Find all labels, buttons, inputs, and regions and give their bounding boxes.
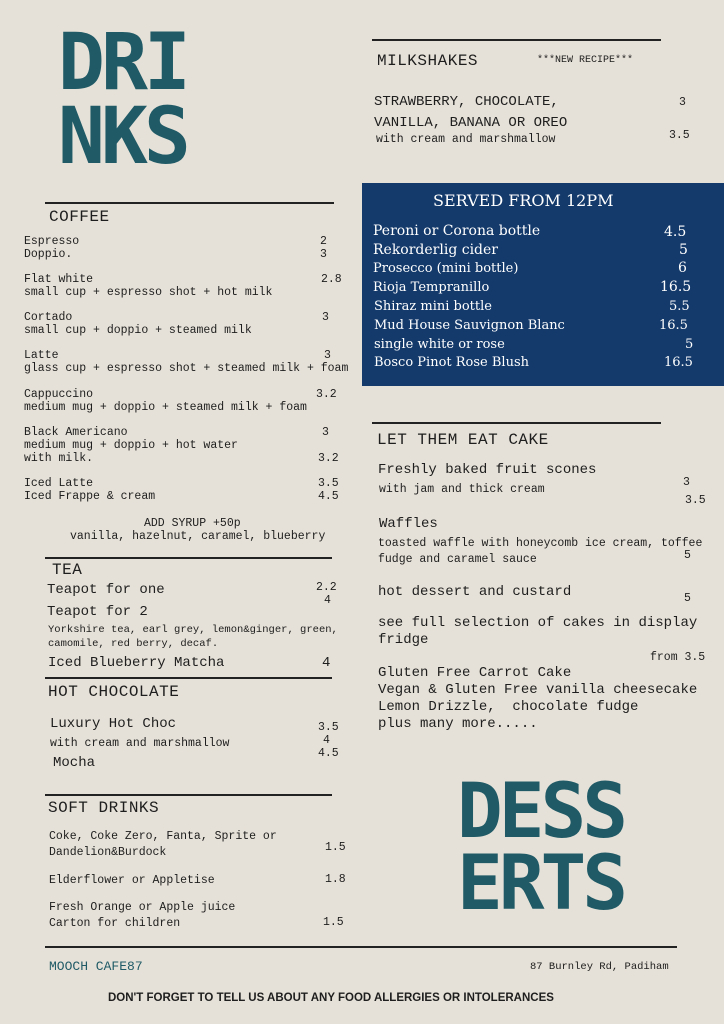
coffee-item-flat-white: Flat white small cup + espresso shot + hot milk (24, 273, 273, 299)
coffee-price-americano: 3 (322, 426, 329, 439)
bar-price-1: 4.5 (664, 224, 687, 240)
tea-teapot-one: Teapot for one (47, 582, 165, 598)
hot-chocolate-luxury: Luxury Hot Choc (50, 716, 177, 732)
bar-item-5: Shiraz mini bottle (374, 299, 492, 314)
coffee-price-flat-white: 2.8 (321, 273, 342, 286)
footer-cafe-name: MOOCH CAFE87 (49, 959, 143, 974)
tea-varieties-1: Yorkshire tea, earl grey, lemon&ginger, green, (48, 624, 338, 636)
footer-rule (45, 946, 677, 948)
footer-allergy-notice: DON'T FORGET TO TELL US ABOUT ANY FOOD ALLERGIES OR INTOLERANCES (108, 992, 554, 1004)
coffee-item-iced: Iced Latte Iced Frappe & cream (24, 477, 156, 503)
tea-prices: 2.2 4 (316, 581, 337, 607)
cake-waffles-desc-2: fudge and caramel sauce (378, 553, 537, 566)
coffee-item-americano: Black Americano medium mug + doppio + hot water with milk. (24, 426, 238, 465)
cake-waffles-desc-1: toasted waffle with honeycomb ice cream, toffee (378, 537, 703, 550)
cake-from-price: from 3.5 (650, 651, 706, 664)
milkshakes-tag: ***NEW RECIPE*** (537, 55, 634, 66)
tea-matcha-price: 4 (322, 655, 331, 671)
soft-drink-price-1: 1.5 (325, 841, 346, 854)
milkshakes-flavours-2: VANILLA, BANANA OR OREO (374, 115, 568, 131)
cake-scones-desc: with jam and thick cream (379, 483, 545, 496)
bar-price-7: 5 (685, 337, 694, 352)
hot-chocolate-mocha: Mocha (53, 755, 96, 771)
coffee-price-latte: 3 (324, 349, 331, 362)
milkshakes-extra: with cream and marshmallow (376, 133, 556, 146)
cake-custard-price: 5 (684, 592, 691, 605)
hot-chocolate-prices: 3.5 4 4.5 (318, 721, 339, 760)
cake-custard: hot dessert and custard (378, 584, 572, 600)
milkshakes-price-2: 3.5 (669, 129, 690, 142)
soft-drink-item-2: Elderflower or Appletise (49, 874, 215, 887)
cake-list-2: Vegan & Gluten Free vanilla cheesecake (378, 682, 698, 698)
drinks-title-line1: DRI (58, 18, 187, 108)
bar-price-8: 16.5 (664, 355, 693, 370)
bar-item-3: Prosecco (mini bottle) (373, 261, 519, 276)
soft-drinks-rule (45, 794, 332, 796)
bar-panel (362, 183, 724, 386)
cake-waffles-price: 5 (684, 549, 691, 562)
hot-chocolate-heading: HOT CHOCOLATE (48, 683, 180, 701)
bar-heading: SERVED FROM 12PM (433, 191, 614, 210)
cake-list-3: Lemon Drizzle, chocolate fudge (378, 699, 639, 715)
bar-item-7: single white or rose (374, 337, 505, 352)
coffee-price-americano-milk: 3.2 (318, 452, 339, 465)
bar-price-4: 16.5 (660, 279, 692, 295)
soft-drink-item-1: Coke, Coke Zero, Fanta, Sprite or Dandelion&Burdock (49, 830, 277, 859)
cake-scones: Freshly baked fruit scones (378, 462, 597, 478)
tea-teapot-two: Teapot for 2 (47, 604, 148, 620)
cake-list-4: plus many more..... (378, 716, 538, 732)
cake-see-1: see full selection of cakes in display (378, 615, 698, 631)
syrup-title: ADD SYRUP +50p (144, 517, 241, 530)
bar-price-2: 5 (679, 242, 688, 258)
syrup-flavours: vanilla, hazelnut, caramel, blueberry (70, 530, 326, 543)
soft-drink-item-3: Fresh Orange or Apple juice Carton for children (49, 901, 236, 930)
soft-drinks-heading: SOFT DRINKS (48, 799, 160, 817)
bar-item-2: Rekorderlig cider (373, 242, 498, 258)
milkshakes-heading: MILKSHAKES (377, 52, 479, 70)
cake-scones-price-2: 3.5 (685, 494, 706, 507)
cake-waffles: Waffles (379, 516, 438, 532)
coffee-rule (45, 202, 334, 204)
coffee-price-cappuccino: 3.2 (316, 388, 337, 401)
coffee-item-cappuccino: Cappuccino medium mug + doppio + steamed milk + foam (24, 388, 307, 414)
cake-heading: LET THEM EAT CAKE (377, 431, 549, 449)
desserts-title (457, 766, 625, 927)
cake-rule (372, 422, 661, 424)
coffee-price-iced: 3.5 4.5 (318, 477, 339, 503)
bar-item-6: Mud House Sauvignon Blanc (374, 318, 565, 333)
bar-item-4: Rioja Tempranillo (373, 280, 490, 295)
coffee-item-espresso: Espresso Doppio. (24, 235, 80, 261)
bar-price-3: 6 (678, 260, 687, 276)
tea-heading: TEA (52, 561, 83, 579)
hot-chocolate-luxury-desc: with cream and marshmallow (50, 737, 230, 750)
coffee-item-latte: Latte glass cup + espresso shot + steamed milk + foam (24, 349, 349, 375)
coffee-price-espresso: 2 3 (320, 235, 327, 261)
coffee-item-cortado: Cortado small cup + doppio + steamed milk (24, 311, 252, 337)
milkshakes-flavours-1: STRAWBERRY, CHOCOLATE, (374, 94, 559, 110)
bar-price-6: 16.5 (659, 318, 688, 333)
bar-item-8: Bosco Pinot Rose Blush (374, 355, 529, 370)
hot-chocolate-rule (45, 677, 332, 679)
bar-price-5: 5.5 (669, 299, 690, 314)
drinks-title (58, 18, 187, 182)
footer-address: 87 Burnley Rd, Padiham (530, 961, 669, 973)
desserts-title-line1: DESS (457, 766, 625, 855)
cake-scones-price-1: 3 (683, 476, 690, 489)
milkshakes-rule (372, 39, 661, 41)
desserts-title-line2: ERTS (457, 838, 625, 927)
bar-item-1: Peroni or Corona bottle (373, 223, 541, 239)
tea-varieties-2: camomile, red berry, decaf. (48, 638, 219, 650)
milkshakes-price-1: 3 (679, 96, 686, 109)
coffee-price-cortado: 3 (322, 311, 329, 324)
tea-matcha: Iced Blueberry Matcha (48, 655, 225, 671)
coffee-heading: COFFEE (49, 208, 110, 226)
soft-drink-price-2: 1.8 (325, 873, 346, 886)
soft-drink-price-3: 1.5 (323, 916, 344, 929)
cake-see-2: fridge (378, 632, 429, 648)
tea-rule (45, 557, 332, 559)
drinks-title-line2: NKS (58, 92, 187, 182)
cake-list-1: Gluten Free Carrot Cake (378, 665, 572, 681)
